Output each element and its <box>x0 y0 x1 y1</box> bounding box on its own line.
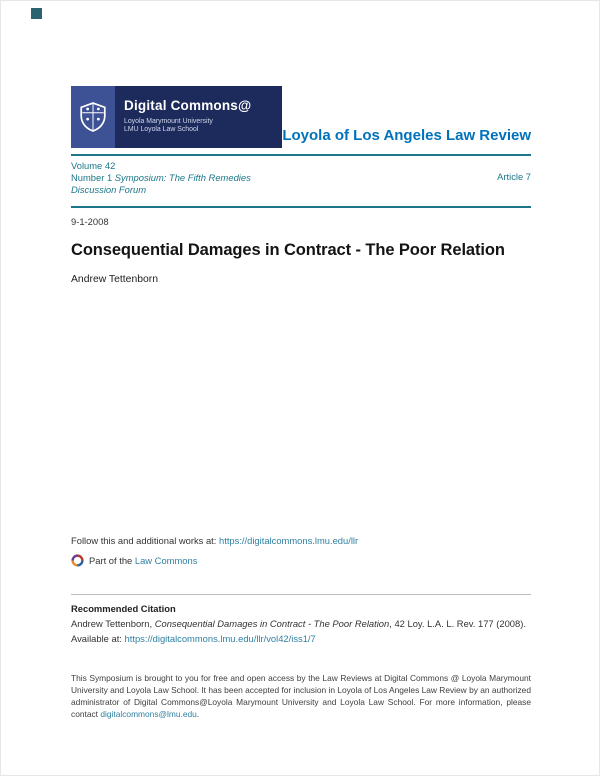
blank-space <box>71 285 531 535</box>
access-statement <box>71 673 531 720</box>
follow-works-text: Follow this and additional works at: <box>71 535 219 546</box>
journal-title-link[interactable]: Loyola of Los Angeles Law Review <box>282 127 531 144</box>
citation-suffix: , 42 Loy. L.A. L. Rev. 177 (2008). <box>389 618 526 629</box>
citation-author: Andrew Tettenborn, <box>71 618 155 629</box>
recommended-citation-heading: Recommended Citation <box>71 603 176 614</box>
contact-email-link[interactable]: digitalcommons@lmu.edu <box>100 708 197 719</box>
article-author: Andrew Tettenborn <box>71 274 159 285</box>
issue-number-line[interactable] <box>71 173 251 184</box>
available-at-text: Available at: <box>71 632 125 644</box>
repository-url-link[interactable]: https://digitalcommons.lmu.edu/llr <box>219 535 359 546</box>
symposium-title-line2: Discussion Forum <box>71 183 147 195</box>
part-of-text: Part of the <box>89 555 133 566</box>
citation-text <box>71 618 531 631</box>
commons-network-icon <box>71 554 84 567</box>
lmu-shield-icon <box>71 86 115 148</box>
article-title: Consequential Damages in Contract - The Poor Relation <box>71 241 505 260</box>
available-at-url-link[interactable]: https://digitalcommons.lmu.edu/llr/vol42/iss1/7 <box>124 632 316 644</box>
logo-title: Digital Commons@ <box>124 97 252 113</box>
digital-commons-logo[interactable] <box>71 86 282 148</box>
publication-date: 9-1-2008 <box>71 216 109 228</box>
citation-title: Consequential Damages in Contract - The Poor Relation <box>154 618 390 629</box>
volume-link[interactable]: Volume 42 <box>71 159 116 171</box>
page-corner-mark <box>31 8 42 19</box>
masthead <box>71 86 531 148</box>
logo-text <box>115 86 257 148</box>
symposium-title-line1: Symposium: The Fifth Remedies <box>114 171 251 183</box>
follow-works-line <box>71 535 531 546</box>
issue-info <box>71 156 531 200</box>
issue-left-column <box>71 159 251 195</box>
access-statement-period: . <box>196 708 200 719</box>
article-number-link[interactable]: Article 7 <box>497 171 531 182</box>
available-at-line <box>71 633 531 646</box>
citation-divider <box>71 594 531 595</box>
issue-number-prefix: Number 1 <box>71 171 115 183</box>
page-content <box>71 1 531 720</box>
logo-subtitle-school: LMU Loyola Law School <box>124 126 199 134</box>
logo-subtitle-university: Loyola Marymount University <box>124 117 213 125</box>
access-statement-text: This Symposium is brought to you for free and open access by the Law Reviews at Digital Commons @ Loyola Marymount University and Loyola Law School. It has been accepted for inclusion in Loyola of Los Angeles Law Review by an authorized administrator of Digital Commons@Loyola Marymount University and Loyola Law School. For more information, please contact <box>71 673 531 719</box>
law-commons-link[interactable]: Law Commons <box>134 555 198 566</box>
teal-divider-bottom <box>71 206 531 208</box>
part-of-line <box>71 554 531 567</box>
